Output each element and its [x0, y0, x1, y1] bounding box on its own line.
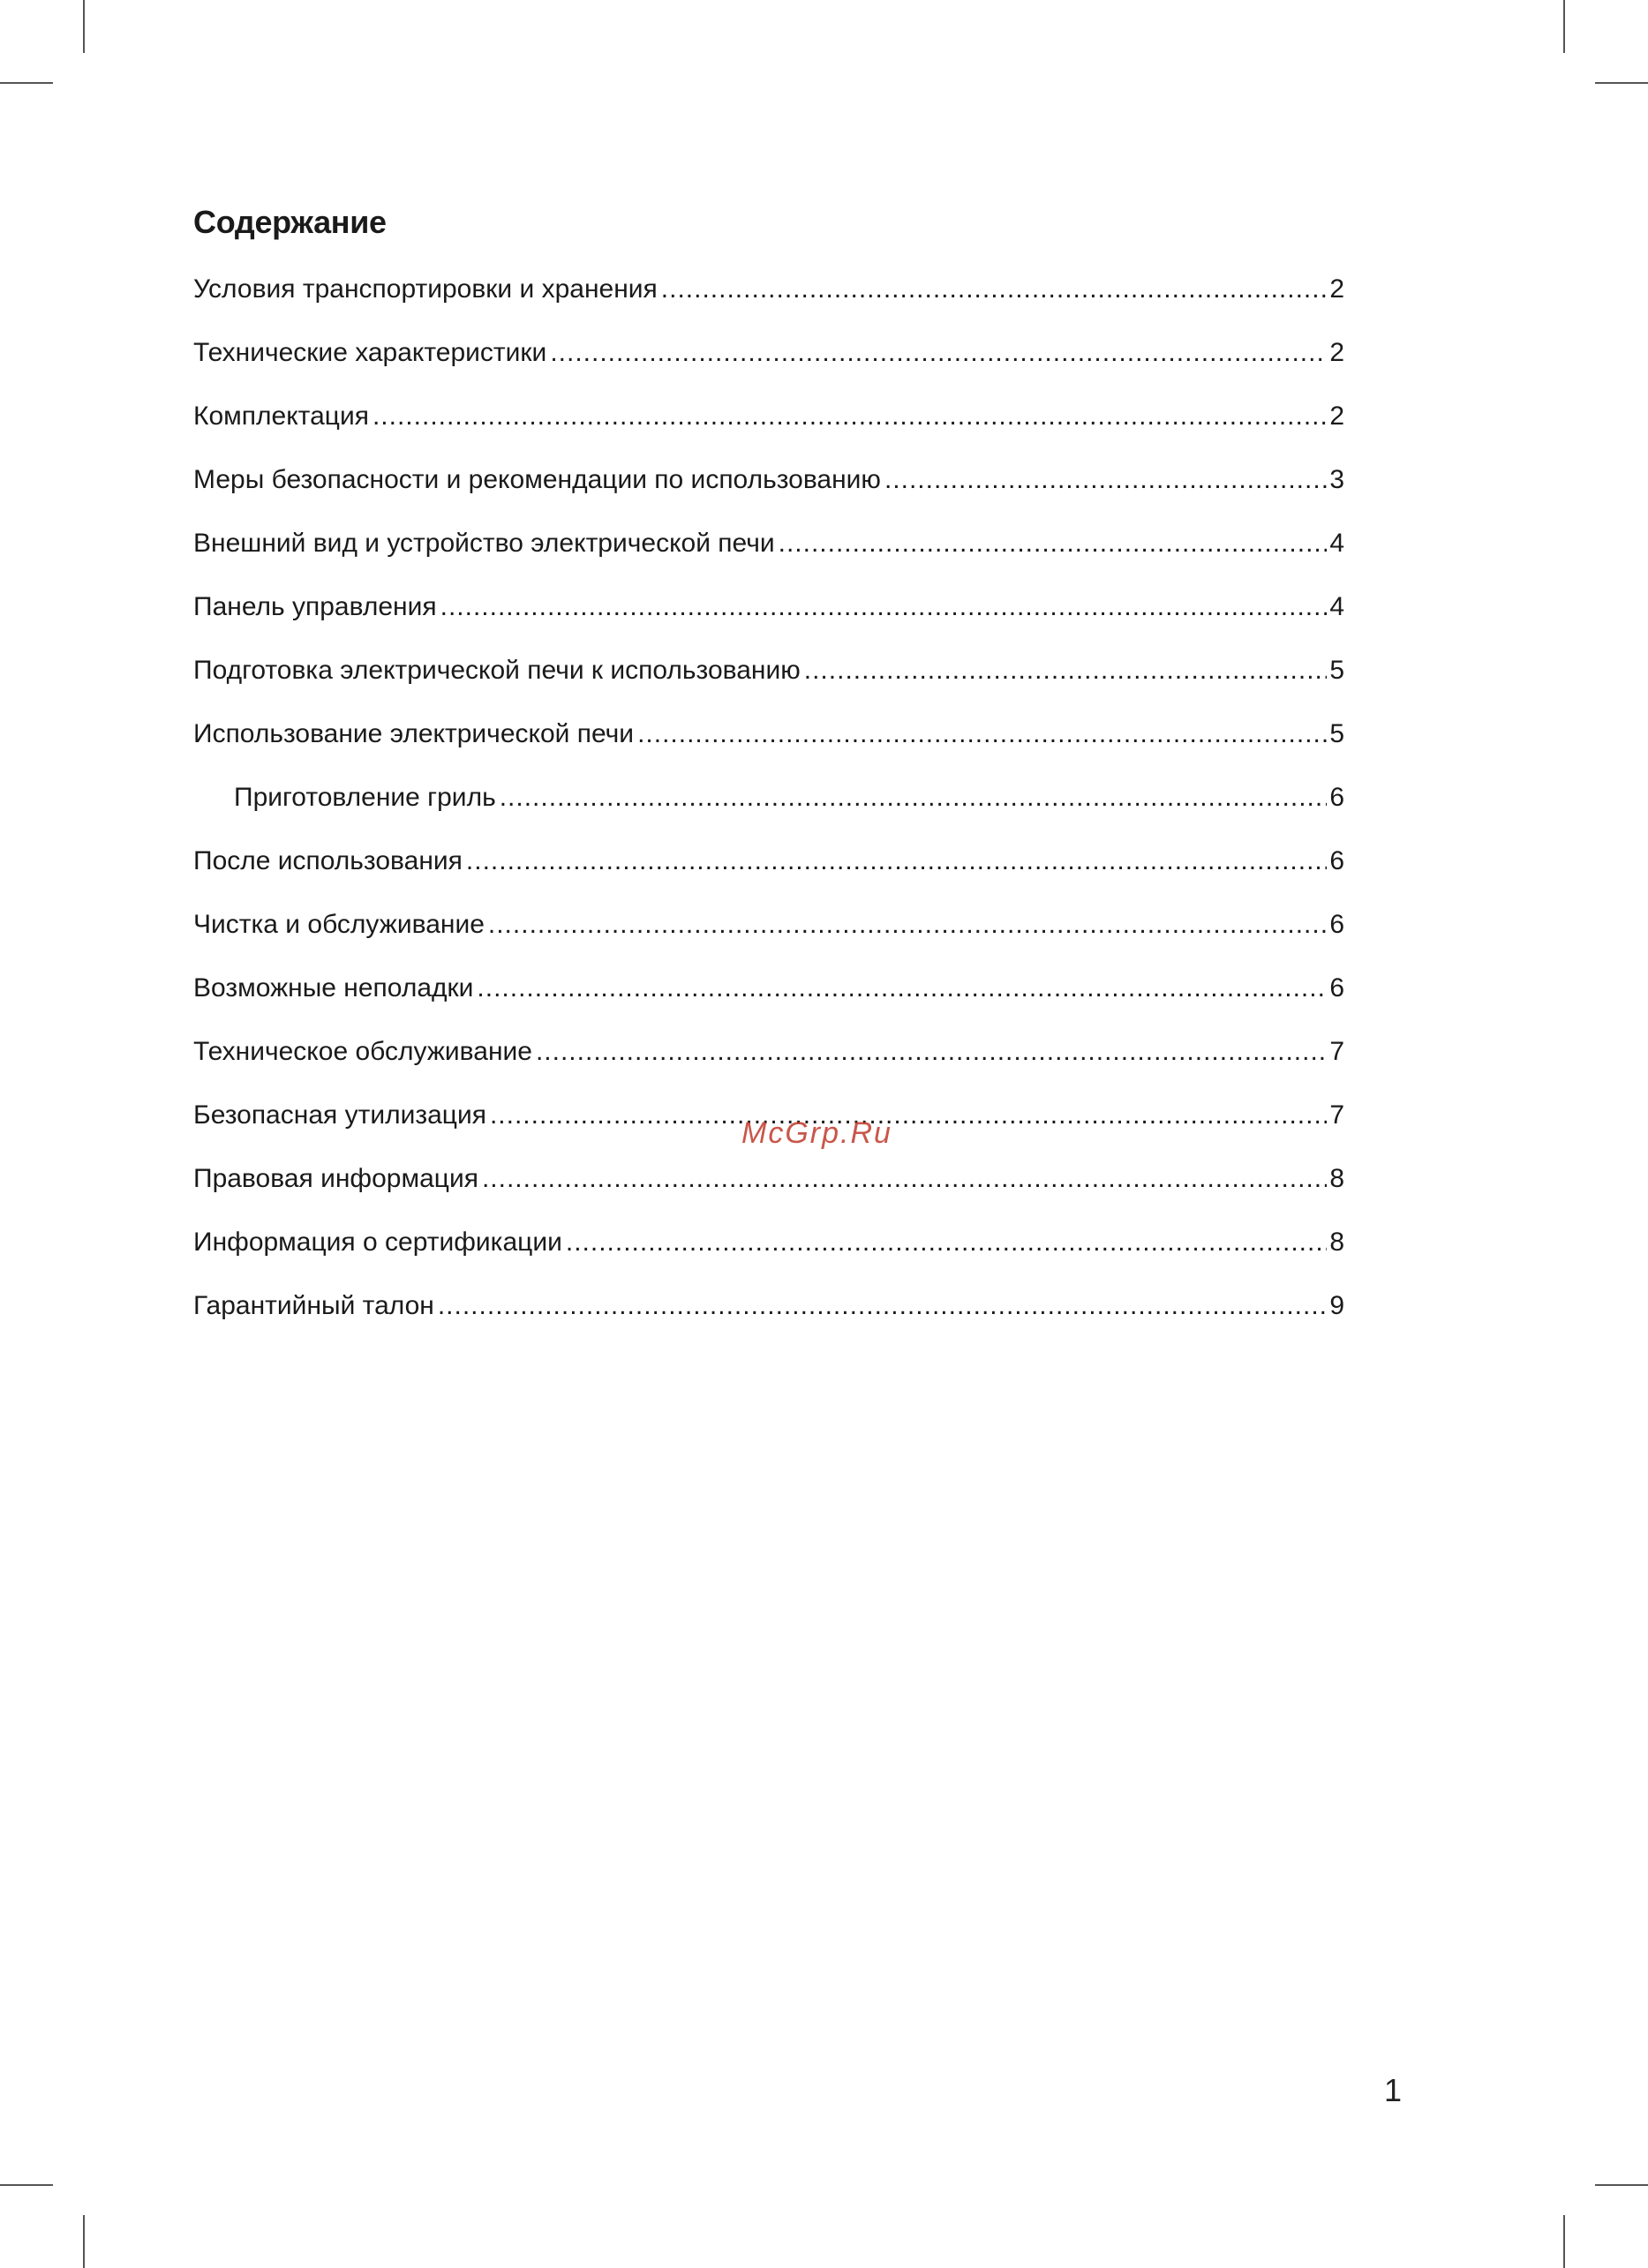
crop-mark-bottom-left-horizontal	[0, 2184, 53, 2186]
toc-entry[interactable]	[193, 1029, 1344, 1093]
toc-entry-page: 3	[1329, 465, 1344, 494]
page-number: 1	[1384, 2072, 1403, 2108]
toc-list	[193, 267, 1344, 1347]
toc-entry[interactable]	[193, 838, 1344, 902]
toc-entry-title: Гарантийный талон	[193, 1291, 434, 1320]
toc-entry-title: После использования	[193, 846, 463, 875]
toc-entry-title: Чистка и обслуживание	[193, 910, 485, 939]
toc-entry-page: 5	[1329, 656, 1344, 685]
toc-entry[interactable]	[193, 584, 1344, 648]
crop-mark-bottom-right-vertical	[1563, 2215, 1565, 2268]
crop-mark-top-left-vertical	[83, 0, 85, 53]
toc-dot-leader	[466, 838, 1327, 884]
toc-entry-title: Информация о сертификации	[193, 1228, 562, 1257]
toc-entry-title: Техническое обслуживание	[193, 1037, 532, 1066]
toc-entry[interactable]	[193, 648, 1344, 711]
toc-dot-leader	[500, 775, 1328, 821]
toc-entry-page: 8	[1329, 1228, 1344, 1257]
toc-entry[interactable]	[193, 1220, 1344, 1283]
toc-entry[interactable]	[193, 965, 1344, 1029]
toc-entry-page: 2	[1329, 338, 1344, 367]
toc-entry-page: 2	[1329, 274, 1344, 304]
watermark: McGrp.Ru	[741, 1116, 892, 1150]
toc-entry-title: Использование электрической печи	[193, 719, 635, 748]
toc-dot-leader	[490, 1093, 1327, 1138]
toc-dot-leader	[566, 1220, 1327, 1265]
toc-entry-page: 8	[1329, 1164, 1344, 1193]
toc-entry-page: 6	[1329, 846, 1344, 875]
toc-dot-leader	[536, 1029, 1327, 1075]
toc-entry-page: 6	[1329, 910, 1344, 939]
toc-entry-title: Технические характеристики	[193, 338, 547, 367]
toc-entry-page: 5	[1329, 719, 1344, 748]
toc-entry[interactable]	[193, 330, 1344, 394]
toc-dot-leader	[438, 1283, 1327, 1329]
toc-dot-leader	[661, 267, 1328, 312]
toc-entry-page: 6	[1329, 973, 1344, 1003]
crop-mark-top-right-horizontal	[1595, 82, 1648, 84]
toc-entry[interactable]	[193, 394, 1344, 457]
toc-dot-leader	[477, 965, 1327, 1011]
toc-entry-title: Подготовка электрической печи к использованию	[193, 656, 801, 685]
toc-entry-page: 7	[1329, 1037, 1344, 1066]
toc-entry-title: Безопасная утилизация	[193, 1100, 486, 1130]
toc-entry[interactable]	[193, 1283, 1344, 1347]
toc-dot-leader	[550, 330, 1327, 376]
toc-entry-page: 6	[1329, 783, 1344, 812]
toc-entry[interactable]	[193, 902, 1344, 965]
toc-entry-title: Приготовление гриль	[234, 783, 496, 812]
toc-heading: Содержание	[193, 204, 387, 240]
toc-entry-page: 7	[1329, 1100, 1344, 1130]
toc-entry[interactable]	[193, 775, 1344, 838]
toc-entry-page: 9	[1329, 1291, 1344, 1320]
toc-entry[interactable]	[193, 711, 1344, 775]
crop-mark-top-right-vertical	[1563, 0, 1565, 53]
toc-entry-title: Возможные неполадки	[193, 973, 474, 1003]
toc-entry-title: Меры безопасности и рекомендации по использованию	[193, 465, 881, 494]
toc-entry-title: Комплектация	[193, 402, 369, 431]
toc-entry-title: Панель управления	[193, 592, 437, 621]
toc-dot-leader	[482, 1156, 1327, 1202]
crop-mark-bottom-right-horizontal	[1595, 2184, 1648, 2186]
toc-entry[interactable]	[193, 521, 1344, 584]
toc-dot-leader	[637, 711, 1327, 757]
crop-mark-top-left-horizontal	[0, 82, 53, 84]
toc-dot-leader	[488, 902, 1327, 948]
toc-entry-page: 2	[1329, 402, 1344, 431]
toc-entry[interactable]	[193, 457, 1344, 521]
toc-entry-page: 4	[1329, 592, 1344, 621]
crop-mark-bottom-left-vertical	[83, 2215, 85, 2268]
toc-entry[interactable]	[193, 1156, 1344, 1220]
toc-dot-leader	[440, 584, 1328, 630]
toc-dot-leader	[779, 521, 1328, 567]
toc-dot-leader	[372, 394, 1327, 439]
toc-entry-title: Внешний вид и устройство электрической печи	[193, 529, 775, 558]
toc-entry-page: 4	[1329, 529, 1344, 558]
toc-entry[interactable]	[193, 267, 1344, 330]
toc-entry-title: Правовая информация	[193, 1164, 478, 1193]
toc-dot-leader	[884, 457, 1327, 503]
toc-entry-title: Условия транспортировки и хранения	[193, 274, 658, 304]
toc-dot-leader	[804, 648, 1328, 694]
